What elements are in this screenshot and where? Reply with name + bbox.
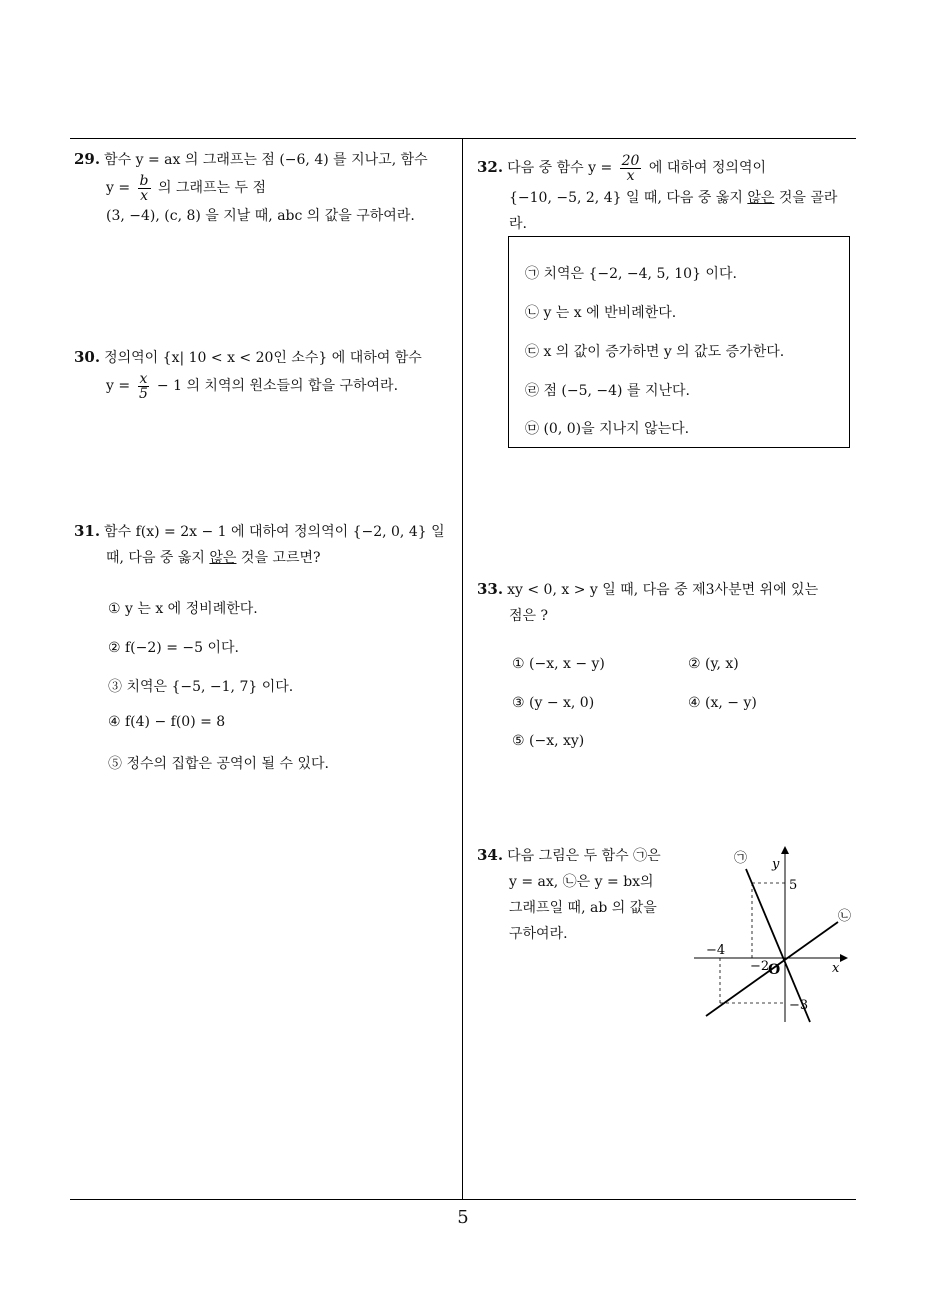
q33-option-5: ⑤ (−x, xy) (512, 733, 585, 749)
page-number: 5 (457, 1207, 469, 1228)
tick-label-neg4: −4 (706, 943, 726, 958)
q30-line2-post: − 1 의 치역의 원소들의 합을 구하여라. (156, 378, 399, 394)
x-axis-label: x (832, 961, 840, 976)
q30-line2-pre: y = (106, 378, 131, 394)
q32-line3: 라. (509, 216, 527, 232)
q33-option-2: ② (y, x) (688, 656, 739, 672)
question-33 (477, 576, 861, 629)
question-34 (477, 842, 687, 947)
q31-line2-pre: 때, 다음 중 옳지 (106, 550, 205, 566)
column-divider (462, 138, 463, 1200)
tick-label-neg3: −3 (789, 998, 809, 1013)
x-axis-arrow (840, 954, 848, 962)
q31-option-4: ④ f(4) − f(0) = 8 (108, 714, 226, 730)
label-line-b: ㉡ (838, 909, 852, 924)
q32-line2-post: 것을 골라 (778, 190, 838, 206)
q32-choice-4: ㉣ 점 (−5, −4) 를 지난다. (525, 383, 690, 399)
question-number: 31. (74, 522, 101, 540)
q29-line1: 함수 y = ax 의 그래프는 점 (−6, 4) 를 지나고, 함수 (104, 152, 428, 168)
q30-line1: 정의역이 {x| 10 < x < 20인 소수} 에 대하여 함수 (104, 350, 422, 366)
q31-underlined-word: 않은 (209, 550, 237, 566)
q32-line2-pre: {−10, −5, 2, 4} 일 때, 다음 중 옳지 (509, 190, 743, 206)
q31-line1: 함수 f(x) = 2x − 1 에 대하여 정의역이 {−2, 0, 4} 일 (104, 524, 445, 540)
question-number: 32. (477, 158, 504, 176)
question-number: 34. (477, 846, 504, 864)
tick-label-neg2: −2 (750, 959, 770, 974)
q32-choices-box (508, 236, 850, 448)
q34-line3: 그래프일 때, ab 의 값을 (509, 900, 657, 916)
q31-option-5: ⑤ 정수의 집합은 공역이 될 수 있다. (108, 756, 329, 772)
question-32 (477, 150, 861, 237)
q33-option-1: ① (−x, x − y) (512, 656, 605, 672)
q32-choice-2: ㉡ y 는 x 에 반비례한다. (525, 305, 677, 321)
q31-line2-post: 것을 고르면? (240, 550, 321, 566)
top-rule (70, 138, 856, 139)
q29-line2-pre: y = (106, 180, 131, 196)
q32-choice-1: ㉠ 치역은 {−2, −4, 5, 10} 이다. (525, 266, 737, 282)
q34-line1: 다음 그림은 두 함수 ㉠은 (507, 848, 661, 864)
question-31 (74, 518, 458, 571)
q34-line4: 구하여라. (509, 926, 568, 942)
question-number: 33. (477, 580, 504, 598)
q32-underlined-word: 않은 (747, 190, 775, 206)
fraction: $\frac{20}{x}$ (621, 152, 640, 184)
bottom-rule (70, 1199, 856, 1200)
y-axis-label: y (772, 857, 780, 872)
question-29 (74, 146, 458, 229)
q31-option-2: ② f(−2) = −5 이다. (108, 640, 239, 656)
q31-option-1: ① y 는 x 에 정비례한다. (108, 601, 258, 617)
question-number: 29. (74, 150, 101, 168)
question-30 (74, 344, 458, 401)
q31-option-3: ③ 치역은 {−5, −1, 7} 이다. (108, 679, 294, 695)
q32-line1-post: 에 대하여 정의역이 (648, 160, 766, 176)
fraction: $\frac{b}{x}$ (139, 172, 149, 204)
q32-line1-pre: 다음 중 함수 y = (507, 160, 613, 176)
fraction: $\frac{x}{5}$ (139, 370, 148, 402)
q33-option-3: ③ (y − x, 0) (512, 695, 595, 711)
q33-option-4: ④ (x, − y) (688, 695, 757, 711)
q33-line1: xy < 0, x > y 일 때, 다음 중 제3사분면 위에 있는 (507, 582, 819, 598)
y-axis-arrow (781, 846, 789, 854)
q29-line3: (3, −4), (c, 8) 을 지날 때, abc 의 값을 구하여라. (106, 208, 415, 224)
q32-choice-5: ㉤ (0, 0)을 지나지 않는다. (525, 421, 690, 437)
question-number: 30. (74, 348, 101, 366)
q33-line2: 점은 ? (509, 608, 549, 624)
tick-label-5: 5 (789, 878, 798, 893)
origin-label: O (768, 962, 781, 978)
q34-line2: y = ax, ㉡은 y = bx의 (509, 874, 654, 890)
label-line-a: ㉠ (734, 851, 748, 866)
q34-graph (688, 842, 858, 1032)
q29-line2-post: 의 그래프는 두 점 (157, 180, 266, 196)
q32-choice-3: ㉢ x 의 값이 증가하면 y 의 값도 증가한다. (525, 344, 785, 360)
